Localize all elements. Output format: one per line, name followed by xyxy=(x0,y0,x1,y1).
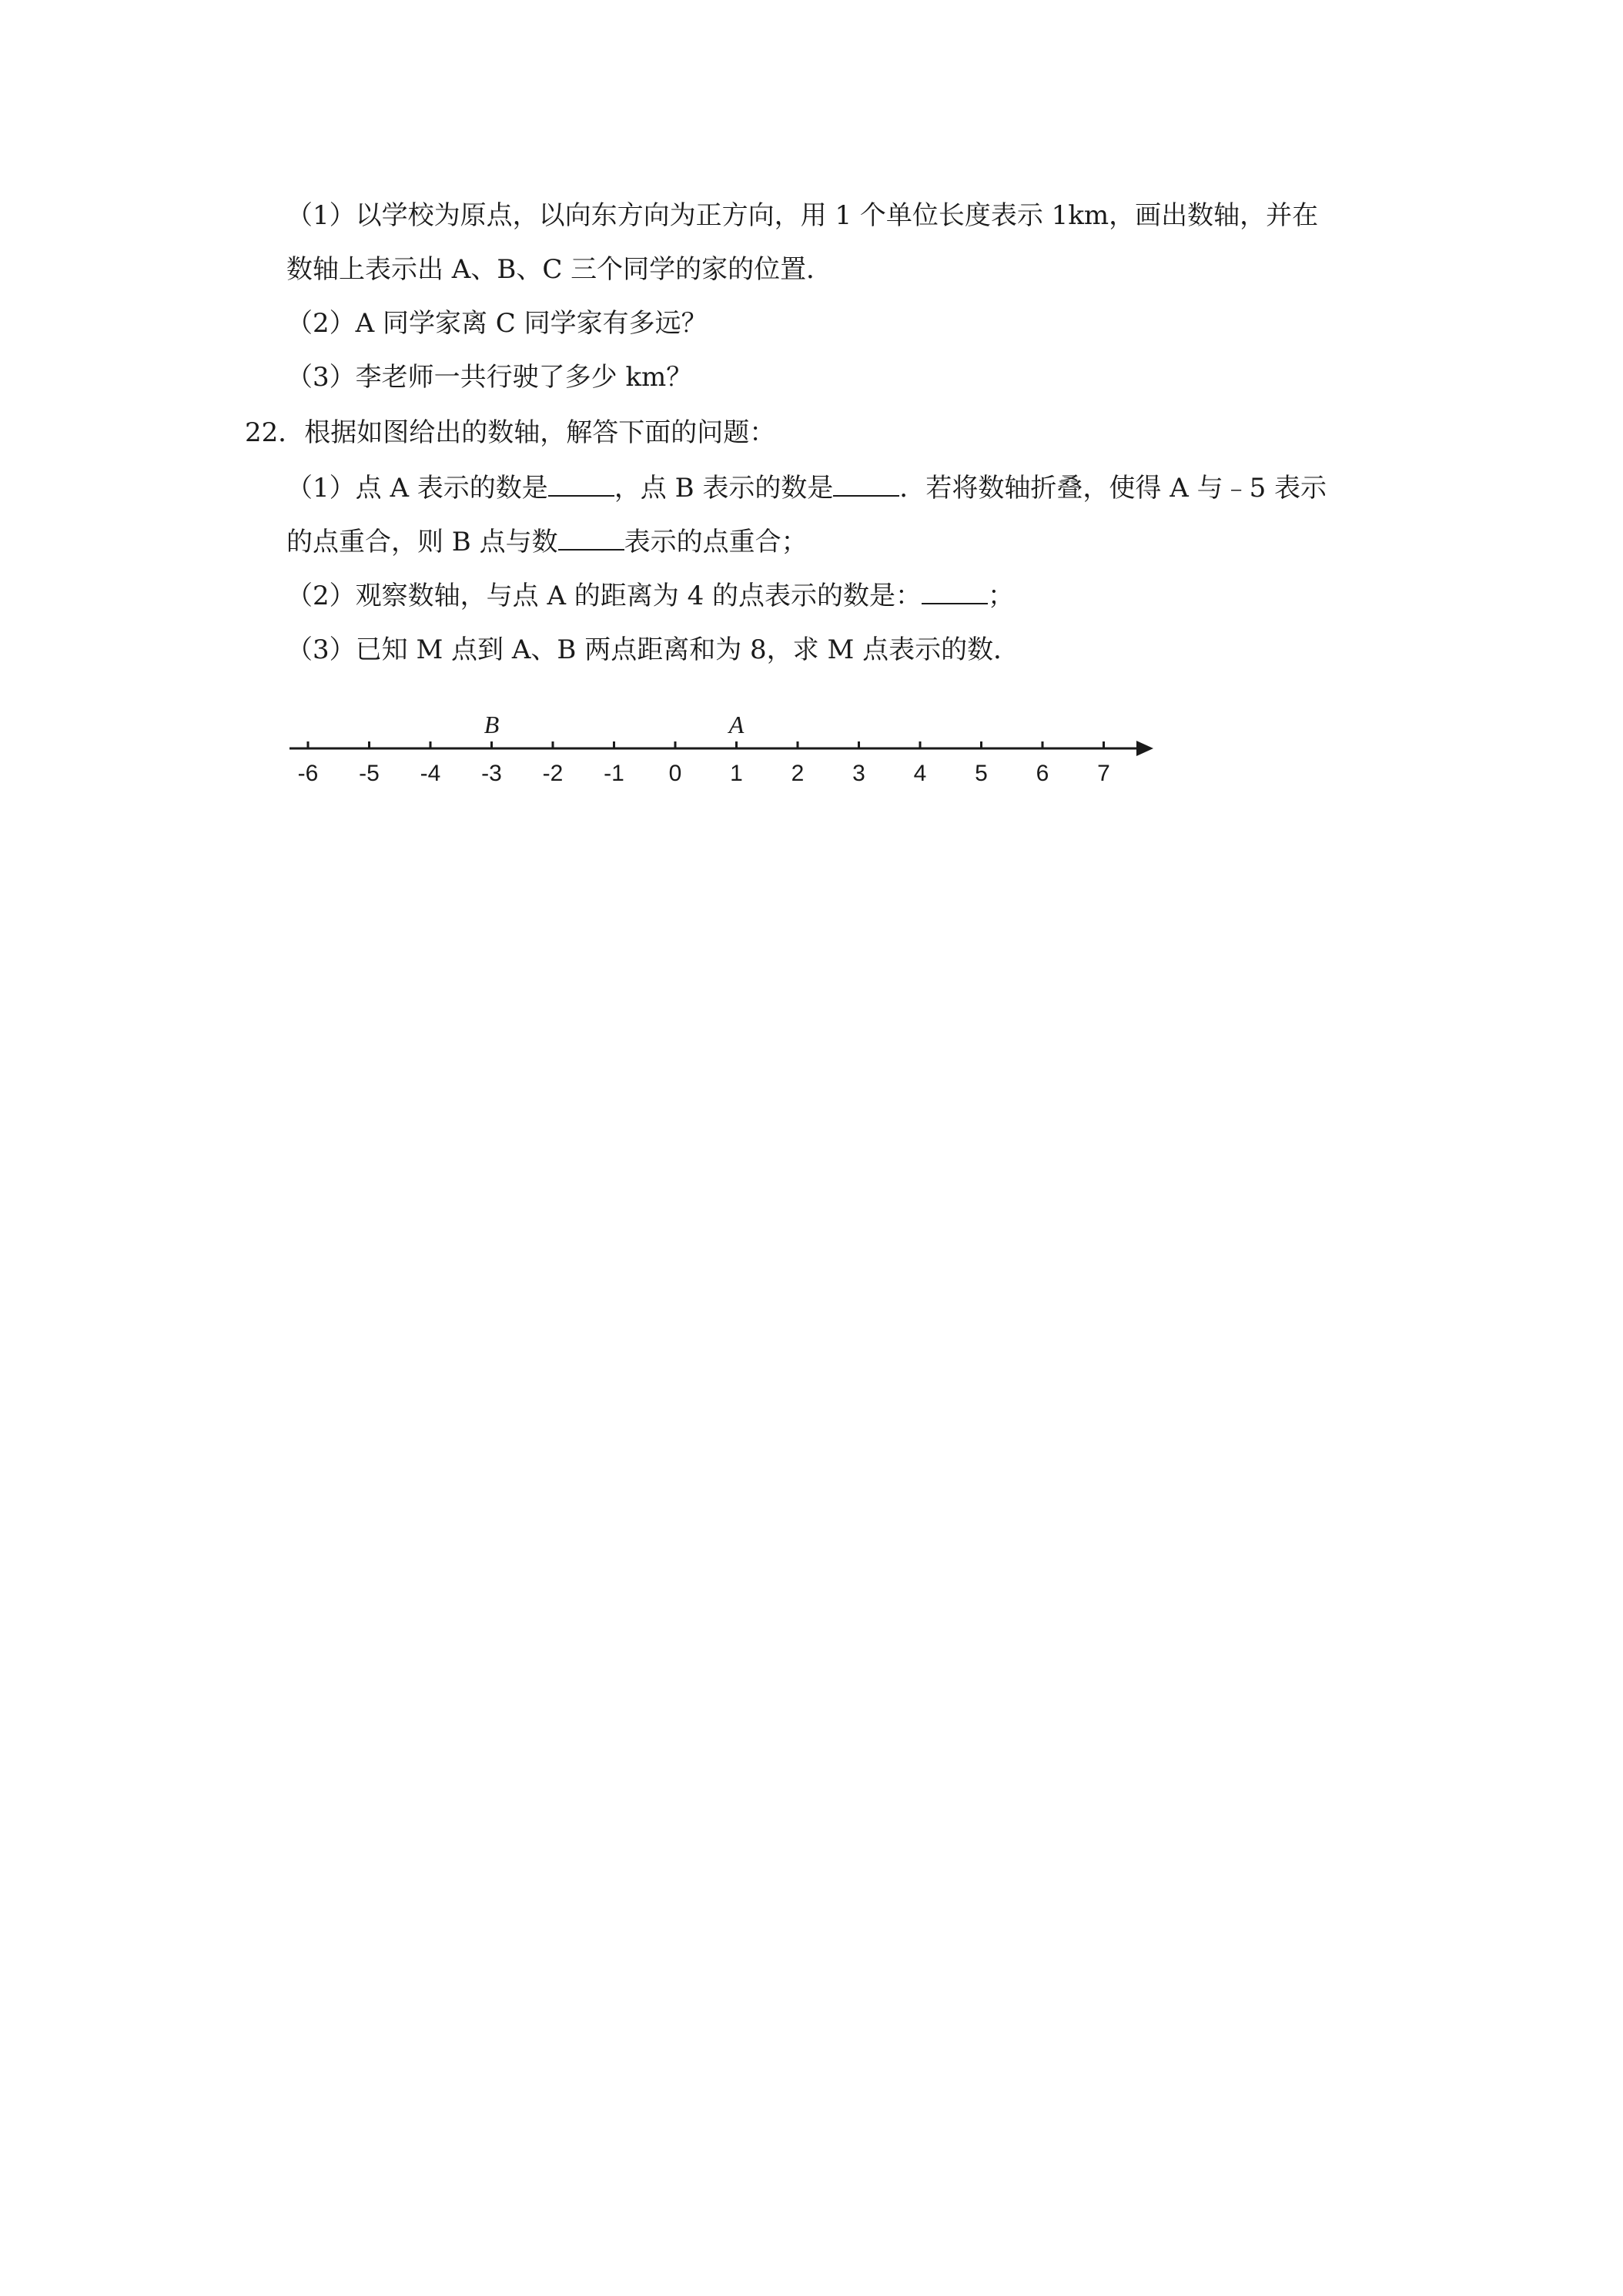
tick-label: 5 xyxy=(975,761,988,786)
problem-22-q2 xyxy=(286,579,1014,613)
problem-22-title: 22．根据如图给出的数轴，解答下面的问题： xyxy=(245,417,776,448)
prev-q3: （3）李老师一共行驶了多少 km？ xyxy=(286,362,693,393)
tick-label: 3 xyxy=(852,761,865,786)
tick-label: -6 xyxy=(297,761,319,786)
tick-label: 2 xyxy=(791,761,805,786)
answer-blank-fold-value xyxy=(558,526,624,551)
arrow-right-icon xyxy=(1136,741,1153,756)
q2-text-b: ； xyxy=(988,581,1015,611)
tick-label: -1 xyxy=(604,761,624,786)
q1-line2-text-a: 的点重合，则 B 点与数 xyxy=(286,527,558,557)
tick-label: -3 xyxy=(481,761,502,786)
point-label-a: A xyxy=(728,711,745,738)
tick-label: 1 xyxy=(730,761,743,786)
answer-blank-b-value xyxy=(833,472,899,497)
q1-text-c: ．若将数轴折叠，使得 A 与﹣5 表示 xyxy=(899,473,1327,504)
answer-blank-a-value xyxy=(548,472,614,497)
tick-label: -2 xyxy=(542,761,564,786)
point-label-b: B xyxy=(484,711,500,738)
tick-label: 4 xyxy=(913,761,927,786)
tick-label: 0 xyxy=(668,761,682,786)
prev-q1-line1: （1）以学校为原点，以向东方向为正方向，用 1 个单位长度表示 1km，画出数轴，并在 xyxy=(286,200,1319,231)
answer-blank-distance-4 xyxy=(922,580,988,604)
q1-line2-text-b: 表示的点重合； xyxy=(624,527,808,557)
problem-22-q1-line2 xyxy=(286,525,808,559)
tick-label: -5 xyxy=(359,761,380,786)
number-line-figure xyxy=(285,701,1178,801)
prev-q1-line2: 数轴上表示出 A、B、C 三个同学的家的位置． xyxy=(286,254,833,285)
tick-label: 7 xyxy=(1097,761,1110,786)
problem-22-q1-line1 xyxy=(286,471,1327,505)
q2-text-a: （2）观察数轴，与点 A 的距离为 4 的点表示的数是： xyxy=(286,581,922,611)
problem-22-q3: （3）已知 M 点到 A、B 两点距离和为 8，求 M 点表示的数． xyxy=(286,634,1020,665)
tick-label: 6 xyxy=(1036,761,1049,786)
tick-label: -4 xyxy=(420,761,441,786)
q1-text-a: （1）点 A 表示的数是 xyxy=(286,473,548,504)
q1-text-b: ，点 B 表示的数是 xyxy=(614,473,834,504)
prev-q2: （2）A 同学家离 C 同学家有多远？ xyxy=(286,308,708,339)
